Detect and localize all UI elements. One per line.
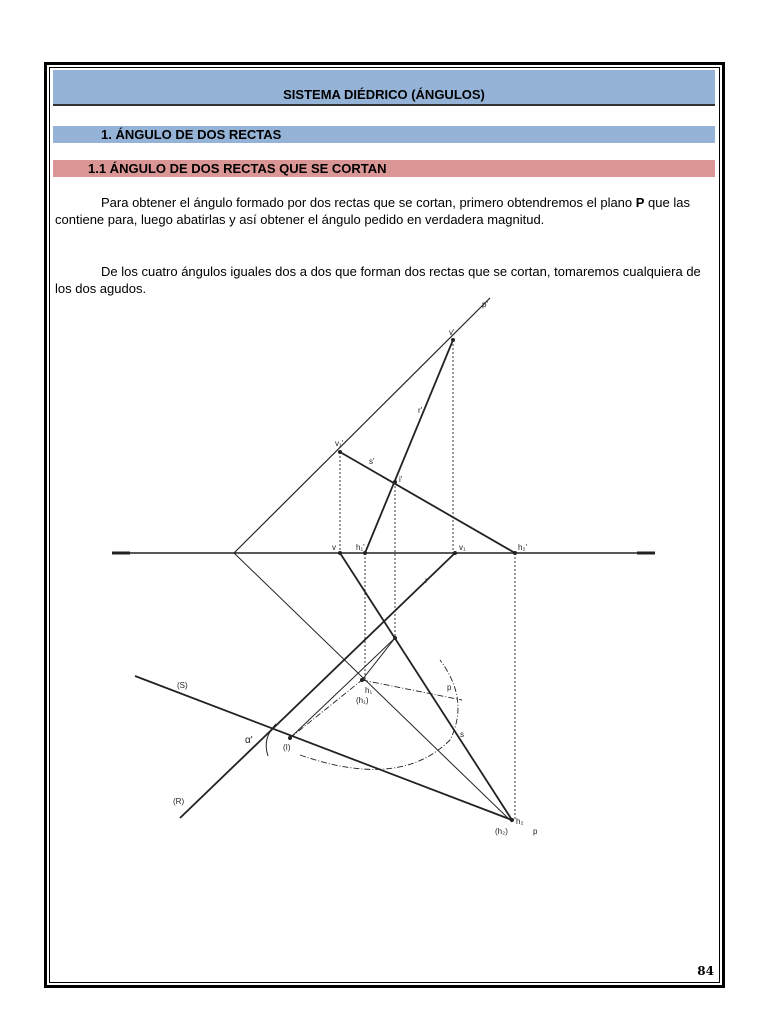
label-v2: v' xyxy=(449,328,455,337)
paragraph-1-text-b: que las contiene para, luego abatirlas y así obtener el ángulo pedido en verdadera magnitud. xyxy=(55,195,690,227)
label-p2: p' xyxy=(482,300,488,309)
label-hk: (h₁) xyxy=(356,696,369,705)
point-v1-2 xyxy=(338,450,342,454)
label-v1-2: v₁' xyxy=(335,439,344,448)
point-h1 xyxy=(360,678,364,682)
line-r-horizontal-proj xyxy=(180,553,455,818)
label-alpha: α' xyxy=(245,735,253,746)
connect-h1-i xyxy=(362,638,395,680)
label-i-paren: (I) xyxy=(283,743,291,752)
label-s-paren: (S) xyxy=(177,681,188,690)
line-s-rabatted xyxy=(135,676,512,820)
label-i2: i' xyxy=(399,475,403,484)
label-p: p xyxy=(447,683,452,692)
label-s2: s' xyxy=(369,457,375,466)
label-v1: v xyxy=(332,543,336,552)
label-h1: h₁ xyxy=(365,686,373,695)
point-i2 xyxy=(393,480,397,484)
label-p-low: p xyxy=(533,827,538,836)
label-vr: v₁ xyxy=(459,543,466,552)
page-number: 84 xyxy=(697,964,714,978)
point-v1 xyxy=(338,551,342,555)
point-vr xyxy=(453,551,457,555)
label-h2-low: h₂ xyxy=(516,817,524,826)
rabatment-arc xyxy=(300,660,458,769)
label-h1-1: h₁' xyxy=(356,543,365,552)
label-r-paren: (R) xyxy=(173,797,185,806)
label-r: r xyxy=(425,576,428,585)
plane-p-bold: P xyxy=(635,195,645,210)
label-s-low: s xyxy=(460,730,464,739)
subsection-heading: 1.1 ÁNGULO DE DOS RECTAS QUE SE CORTAN xyxy=(53,160,715,177)
line-s-vertical-proj xyxy=(340,452,515,553)
point-rabatted-i xyxy=(288,736,292,740)
point-h2 xyxy=(513,551,517,555)
section-heading: 1. ÁNGULO DE DOS RECTAS xyxy=(53,126,715,143)
paragraph-2-text: De los cuatro ángulos iguales dos a dos que forman dos rectas que se cortan, tomaremos cualquiera de los dos agudos. xyxy=(55,264,701,296)
label-h2: h₂' xyxy=(518,543,528,552)
page-banner: SISTEMA DIÉDRICO (ÁNGULOS) xyxy=(53,70,715,106)
paragraph-1-text-a: Para obtener el ángulo formado por dos rectas que se cortan, primero obtendremos el plano xyxy=(101,195,636,210)
aux-line-1 xyxy=(290,680,362,738)
point-v2 xyxy=(451,338,455,342)
label-hk2: (h₂) xyxy=(495,827,508,836)
point-i xyxy=(393,636,397,640)
trace-p-horizontal xyxy=(234,553,512,822)
point-h2-low xyxy=(510,818,514,822)
label-r2: r' xyxy=(418,406,423,415)
connect-i-h xyxy=(290,638,395,738)
line-r-vertical-proj xyxy=(365,340,453,553)
